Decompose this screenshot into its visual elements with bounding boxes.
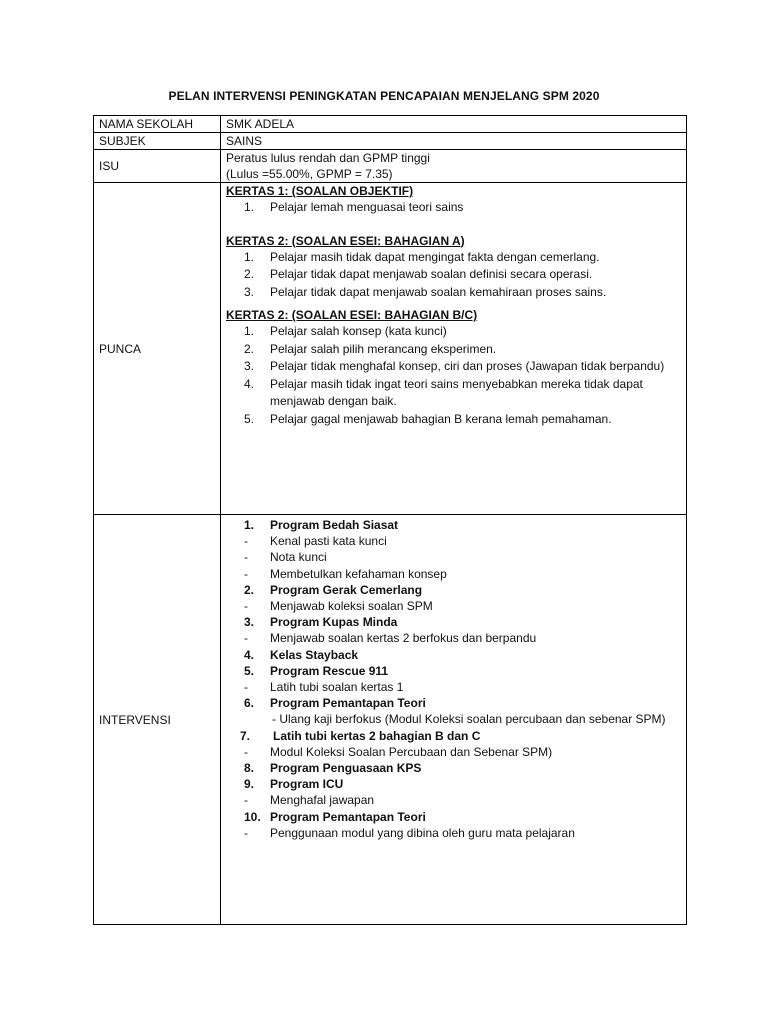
list-item: 3. Pelajar tidak menghafal konsep, ciri dan proses (Jawapan tidak berpandu) [244,359,665,373]
list-item: - Menjawab koleksi soalan SPM [244,599,433,614]
list-item: - Latih tubi soalan kertas 1 [244,680,404,695]
kertas2bc-list [226,323,681,428]
program-item: 9. Program ICU [244,777,344,792]
kertas2a-list [226,249,681,302]
value-punca [221,183,687,515]
label-punca: PUNCA [94,183,221,515]
program-item: 5. Program Rescue 911 [244,663,389,678]
label-nama-sekolah: NAMA SEKOLAH [94,116,221,133]
program-item: 4. Kelas Stayback [244,647,359,662]
list-item: - Menjawab soalan kertas 2 berfokus dan berpandu [244,631,537,646]
program-item: 2. Program Gerak Cemerlang [244,582,423,597]
list-item: - Menghafal jawapan [244,793,375,808]
list-item: - Modul Koleksi Soalan Percubaan dan Sebenar SPM) [244,744,553,759]
kertas2a-heading: KERTAS 2: (SOALAN ESEI: BAHAGIAN A) [226,233,465,248]
list-item: - Kenal pasti kata kunci [244,534,387,549]
list-item: 5. Pelajar gagal menjawab bahagian B kerana lemah pemahaman. [244,411,612,426]
value-subjek: SAINS [221,133,687,150]
list-item: 3. Pelajar tidak dapat menjawab soalan kemahiraan proses sains. [244,284,607,299]
list-item: - Nota kunci [244,550,327,565]
value-intervensi [221,515,687,925]
program-item: 1. Program Bedah Siasat [244,518,399,532]
isu-line-2: (Lulus =55.00%, GPMP = 7.35) [226,167,393,181]
list-item: 1. Pelajar masih tidak dapat mengingat fakta dengan cemerlang. [244,249,600,264]
list-item: 2. Pelajar salah pilih merancang eksperimen. [244,341,497,356]
list-item: 4. Pelajar masih tidak ingat teori sains menyebabkan mereka tidak dapat menjawab dengan baik. [244,376,643,408]
program-item: 10. Program Pemantapan Teori [244,809,426,824]
list-item: - Membetulkan kefahaman konsep [244,566,447,581]
kertas1-heading: KERTAS 1: (SOALAN OBJEKTIF) [226,184,414,198]
program-item: 7. Latih tubi kertas 2 bahagian B dan C [240,728,481,743]
intervensi-list [226,515,681,841]
list-item: 1. Pelajar salah konsep (kata kunci) [244,324,447,338]
kertas2bc-heading: KERTAS 2: (SOALAN ESEI: BAHAGIAN B/C) [226,308,478,322]
row-isu [94,150,687,183]
program-item: 8. Program Penguasaan KPS [244,761,422,776]
intervention-plan-table [93,115,687,925]
value-nama-sekolah: SMK ADELA [221,116,687,133]
list-item: - Penggunaan modul yang dibina oleh guru mata pelajaran [244,825,575,840]
document-title: PELAN INTERVENSI PENINGKATAN PENCAPAIAN MENJELANG SPM 2020 [168,89,600,103]
value-isu [221,150,687,183]
label-intervensi: INTERVENSI [94,515,221,925]
row-intervensi [94,515,687,925]
label-subjek: SUBJEK [94,133,221,150]
row-subjek [94,133,687,150]
label-isu: ISU [94,150,221,183]
list-item: 2. Pelajar tidak dapat menjawab soalan definisi secara operasi. [244,267,593,281]
kertas1-list [226,199,681,217]
isu-line-1: Peratus lulus rendah dan GPMP tinggi [226,151,430,165]
list-item: 1. Pelajar lemah menguasai teori sains [244,200,464,214]
list-item: - Ulang kaji berfokus (Modul Koleksi soalan percubaan dan sebenar SPM) [272,712,666,727]
program-item: 3. Program Kupas Minda [244,615,398,630]
program-item: 6. Program Pemantapan Teori [244,696,426,711]
row-punca [94,183,687,515]
row-nama-sekolah [94,116,687,133]
